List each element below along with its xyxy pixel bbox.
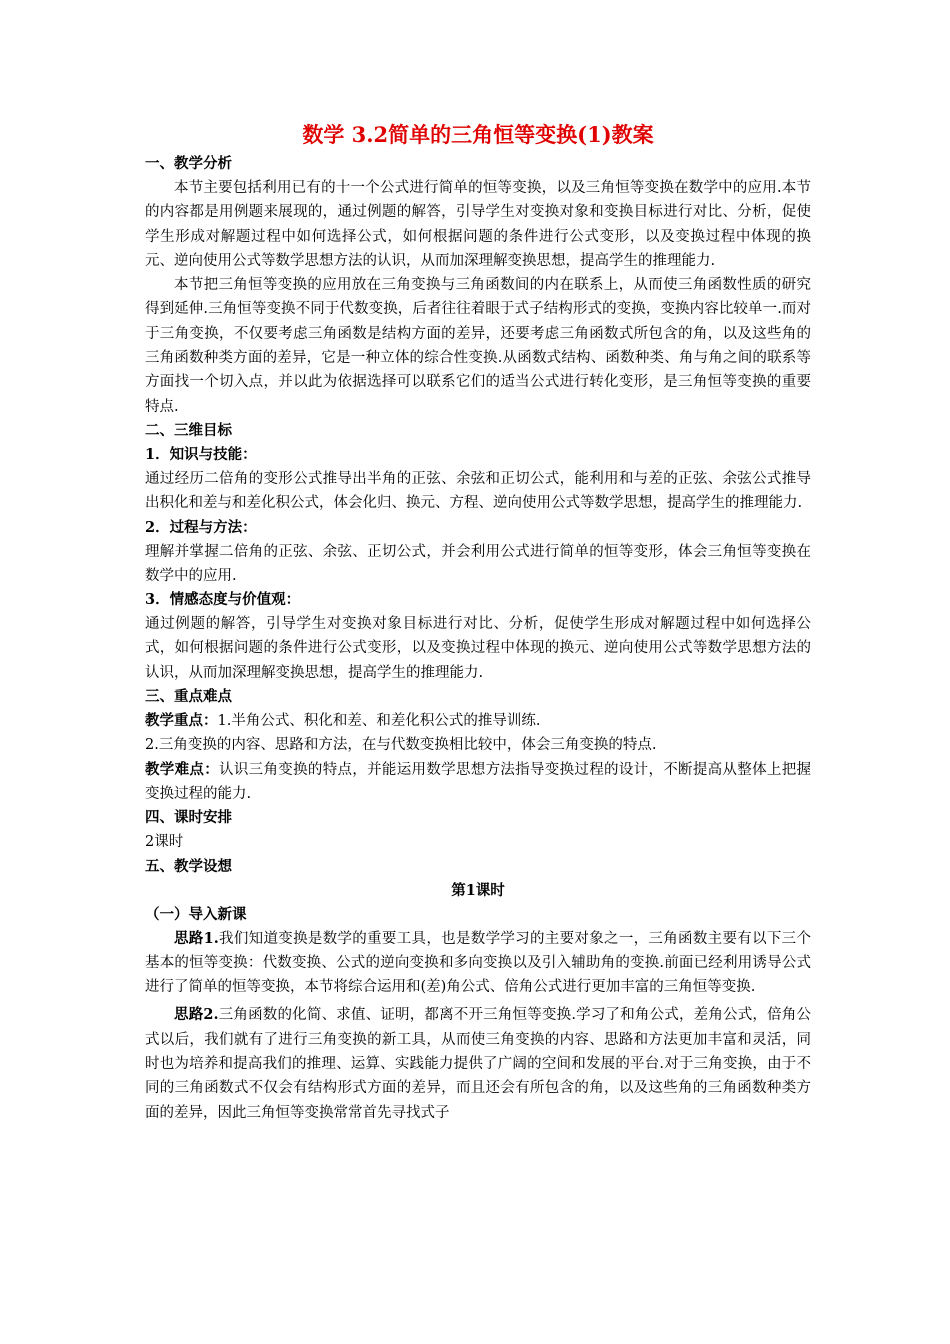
idea-2-text: 三角函数的化简、求值、证明，都离不开三角恒等变换.学习了和角公式，差角公式，倍角公式以后，我们就有了进行三角变换的新工具，从而使三角变换的内容、思路和方法更加丰富和灵活，同时也为培养和提高我们的推理、运算、实践能力提供了广阔的空间和发展的平台.对于三角变换，由于不同的三角函数式不仅会有结构形式方面的差异，而且还会有所包含的角，以及这些角的三角函数种类方面的差异，因此三角恒等变换常常首先寻找式子 [145, 1007, 812, 1121]
paragraph: 2.三角变换的内容、思路和方法，在与代数变换相比较中，体会三角变换的特点. [145, 737, 657, 754]
section-heading-5: 五、教学设想 [145, 857, 232, 875]
idea-1-text: 我们知道变换是数学的重要工具，也是数学学习的主要对象之一，三角函数主要有以下三个基本的恒等变换：代数变换、公式的逆向变换和多向变换以及引入辅助角的变换.前面已经利用诱导公式进行了简单的恒等变换，本节将综合运用和(差)角公式、倍角公式进行更加丰富的三角恒等变换. [145, 930, 811, 996]
paragraph: 理解并掌握二倍角的正弦、余弦、正切公式，并会利用公式进行简单的恒等变形，体会三角恒等变换在数学中的应用. [145, 543, 811, 584]
paragraph: 本节主要包括利用已有的十一个公式进行简单的恒等变换，以及三角恒等变换在数学中的应用.本节的内容都是用例题来展现的，通过例题的解答，引导学生对变换对象和变换目标进行对比、分析，促使学生形成对解题过程中如何选择公式，如何根据问题的条件进行公式变形，以及变换过程中体现的换元、逆向使用公式等数学思想方法的认识，从而加深理解变换思想，提高学生的推理能力. [145, 180, 811, 269]
subheading-knowledge: 1．知识与技能： [145, 445, 257, 463]
key-points-text: 1.半角公式、积化和差、和差化积公式的推导训练. [217, 713, 541, 730]
idea-2-label: 思路2. [174, 1006, 219, 1024]
section-heading-1: 一、教学分析 [145, 155, 232, 172]
paragraph: 通过例题的解答，引导学生对变换对象目标进行对比、分析，促使学生形成对解题过程中如何选择公式，如何根据问题的条件进行公式变形，以及变换过程中体现的换元、逆向使用公式等数学思想方法的认识，从而加深理解变换思想，提高学生的推理能力. [145, 616, 811, 681]
subheading-attitude: 3．情感态度与价值观： [145, 591, 301, 609]
key-points [145, 709, 811, 733]
lesson-count: 2课时 [145, 834, 184, 851]
difficult-points-text: 认识三角变换的特点，并能运用数学思想方法指导变换过程的设计，不断提高从整体上把握变换过程的能力. [145, 761, 812, 802]
paragraph: 通过经历二倍角的变形公式推导出半角的正弦、余弦和正切公式，能利用和与差的正弦、余弦公式推导出积化和差与和差化积公式，体会化归、换元、方程、逆向使用公式等数学思想，提高学生的推理能力. [145, 470, 811, 512]
section-heading-4: 四、课时安排 [145, 809, 232, 827]
idea-2 [145, 1003, 811, 1124]
subheading-process: 2．过程与方法： [145, 518, 257, 536]
idea-1-label: 思路1. [174, 929, 219, 947]
idea-1 [145, 927, 811, 1000]
document-page [145, 118, 811, 1125]
difficult-points-label: 教学难点： [145, 760, 220, 778]
lesson-title: 第1课时 [451, 881, 505, 899]
section-heading-2: 二、三维目标 [145, 421, 232, 439]
section-heading-3: 三、重点难点 [145, 688, 232, 706]
paragraph: 本节把三角恒等变换的应用放在三角变换与三角函数间的内在联系上，从而使三角函数性质的研究得到延伸.三角恒等变换不同于代数变换，后者往往着眼于式子结构形式的变换，变换内容比较单一.而对于三角变换，不仅要考虑三角函数是结构方面的差异，还要考虑三角函数式所包含的角，以及这些角的三角函数种类方面的差异，它是一种立体的综合性变换.从函数式结构、函数种类、角与角之间的联系等方面找一个切入点，并以此为依据选择可以联系它们的适当公式进行转化变形，是三角恒等变换的重要特点. [145, 277, 811, 415]
difficult-points [145, 758, 811, 807]
subsection-heading-intro: （一）导入新课 [145, 905, 247, 923]
key-points-label: 教学重点： [145, 712, 218, 730]
page-title: 数学 3.2简单的三角恒等变换(1)教案 [302, 122, 654, 147]
